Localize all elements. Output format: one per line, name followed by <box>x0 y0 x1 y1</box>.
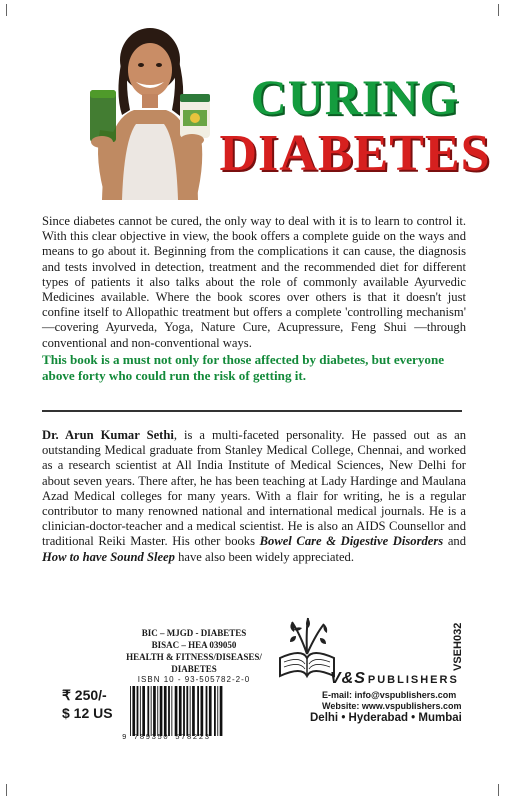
book-description <box>42 214 466 384</box>
description-highlight: This book is a must not only for those affected by diabetes, but everyone above forty who could run the risk of getting it. <box>42 351 445 383</box>
other-book-title-2: How to have Sound Sleep <box>42 549 175 564</box>
author-bio-text-3: have also been widely appreciated. <box>174 549 354 564</box>
barcode-bar <box>151 686 152 736</box>
isbn-barcode <box>128 686 268 736</box>
city-delhi: Delhi <box>310 712 339 724</box>
city-hyderabad: Hyderabad <box>348 712 408 724</box>
barcode-bar <box>171 686 172 736</box>
other-book-title-1: Bowel Care & Digestive Disorders <box>259 534 444 549</box>
barcode-digits: 9 789350 578223 <box>122 734 211 742</box>
barcode-bar <box>142 686 145 736</box>
crop-mark-bottom-right <box>484 784 499 796</box>
barcode-bar <box>214 686 216 736</box>
price-block <box>62 686 113 722</box>
author-bio-text-1: , is a multi-faceted personality. He passed out as an outstanding Medical graduate from Stanley Medical College, Chennai, and worked as a research scientist at All India Institute of Medical Sciences, New Delhi for about seven years. There after, he has been teaching at Lady Hardinge and Maulana Azad Medical colleges for many years. With a flair for writing, he is a regular contributor to many renowned national and international medical journals. He is a clinician-doctor-teacher and a medical scientist. He is also an AIDS Counsellor and traditional Reiki Master. His other books <box>42 428 467 549</box>
barcode-bar <box>168 686 170 736</box>
barcode-bar <box>192 686 195 736</box>
isbn-10: ISBN 10 - 93-505782-2-0 <box>137 675 251 684</box>
author-name: Dr. Arun Kumar Sethi <box>42 428 174 442</box>
author-bio <box>42 428 466 565</box>
barcode-bar <box>220 686 223 736</box>
author-bio-paragraph <box>42 428 466 565</box>
barcode-bar <box>179 686 182 736</box>
barcode-bar <box>175 686 178 736</box>
barcode-bar <box>183 686 185 736</box>
city-mumbai: Mumbai <box>418 712 462 724</box>
city-separator: • <box>338 712 349 724</box>
publisher-email: E-mail: info@vspublishers.com <box>322 690 457 700</box>
description-paragraph: Since diabetes cannot be cured, the only way to deal with it is to learn to control it. With this clear objective in view, the book offers a complete guide on the ways and means to go about it. Beginning from the complications it can cause, the diagnosis and tests involved in detection, treatment and the recommended diet for different types of patients it also talks about the role of commonly available Ayurvedic Medicines available. Where the book scores over others is that it doesn't just confine itself to Allopathic treatment but offers a complete 'controlling mechanism' —covering Ayurveda, Yoga, Nature Cure, Acupressure, Feng Shui —through conventional and non-conventional ways. <box>42 214 466 350</box>
barcode-bar <box>137 686 139 736</box>
product-code: VSEH032 <box>452 622 464 672</box>
publisher-name-publishers: PUBLISHERS <box>367 674 459 686</box>
bisac-code: BISAC – HEA 039050 <box>151 640 237 650</box>
price-inr: ₹ 250/- <box>62 687 107 703</box>
barcode-bar <box>140 686 141 736</box>
publisher-website: Website: www.vspublishers.com <box>322 701 462 711</box>
publisher-cities <box>310 712 462 724</box>
cover-hero <box>0 0 505 200</box>
barcode-bar <box>147 686 149 736</box>
barcode-bar <box>190 686 191 736</box>
barcode-bar <box>130 686 131 736</box>
price-usd: $ 12 US <box>62 705 113 721</box>
barcode-bar <box>217 686 218 736</box>
subject-category: HEALTH & FITNESS/DISEASES/ DIABETES <box>126 652 262 674</box>
barcode-bar <box>186 686 188 736</box>
barcode-bar <box>132 686 135 736</box>
publisher-name-vs: V&S <box>330 670 366 687</box>
city-separator: • <box>407 712 419 724</box>
title-line-curing: CURING <box>250 69 460 125</box>
barcode-bar <box>153 686 156 736</box>
barcode-bar <box>164 686 167 736</box>
barcode-bar <box>201 686 204 736</box>
author-bio-text-2: and <box>443 534 467 549</box>
woman-with-juice-photo <box>84 20 214 200</box>
section-divider <box>42 410 462 412</box>
title-line-diabetes: DIABETES <box>219 125 491 182</box>
barcode-bar <box>157 686 158 736</box>
bic-code: BIC – MJGD - DIABETES <box>141 628 247 638</box>
book-title <box>210 69 500 182</box>
barcode-bar <box>160 686 163 736</box>
publisher-name <box>330 670 459 688</box>
barcode-bar <box>209 686 212 736</box>
crop-mark-bottom-left <box>6 784 21 796</box>
barcode-bar <box>206 686 208 736</box>
barcode-bar <box>197 686 199 736</box>
